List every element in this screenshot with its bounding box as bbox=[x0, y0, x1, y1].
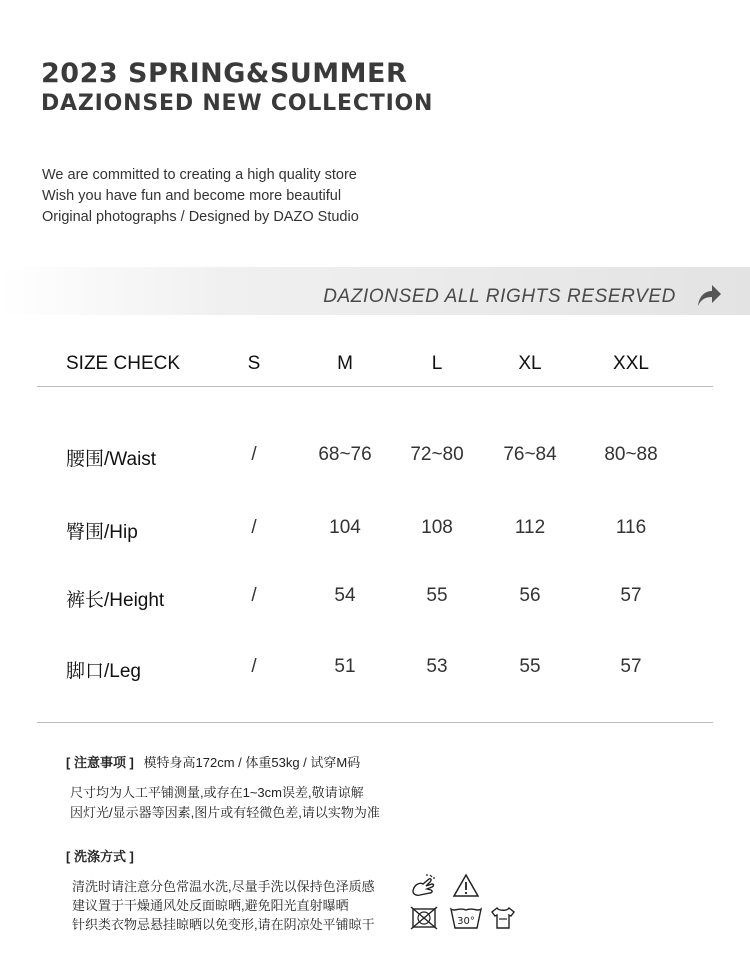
wash-note: 清洗时请注意分色常温水洗,尽量手洗以保持色泽质感 bbox=[72, 879, 375, 894]
intro-line: We are committed to creating a high quality store bbox=[42, 167, 357, 183]
hand-wash-icon bbox=[410, 873, 438, 899]
wash-heading: [ 洗涤方式 ] bbox=[66, 849, 134, 864]
table-row bbox=[0, 444, 750, 474]
cell-xl: 76~84 bbox=[503, 444, 557, 465]
intro-text bbox=[42, 165, 359, 228]
cell-xl: 112 bbox=[514, 517, 546, 538]
warning-triangle-icon bbox=[452, 873, 480, 898]
rights-text: DAZIONSED ALL RIGHTS RESERVED bbox=[323, 286, 676, 307]
wash-note: 建议置于干燥通风处反面晾晒,避免阳光直射曝晒 bbox=[72, 898, 349, 913]
row-label: 臀围/Hip bbox=[66, 522, 138, 543]
intro-line: Wish you have fun and become more beautiful bbox=[42, 188, 342, 204]
table-row bbox=[0, 517, 750, 547]
cell-s: / bbox=[251, 444, 257, 465]
rights-banner bbox=[0, 267, 750, 315]
table-row bbox=[0, 585, 750, 615]
row-label: 腰围/Waist bbox=[66, 449, 157, 470]
cell-xxl: 57 bbox=[620, 656, 642, 677]
size-col-m: M bbox=[337, 353, 353, 374]
model-info: 模特身高172cm / 体重53kg / 试穿M码 bbox=[143, 755, 361, 770]
size-col-xxl: XXL bbox=[613, 353, 649, 374]
wash-note: 针织类衣物忌悬挂晾晒以免变形,请在阴凉处平铺晾干 bbox=[72, 917, 375, 932]
cell-m: 68~76 bbox=[318, 444, 372, 465]
row-label: 脚口/Leg bbox=[66, 661, 141, 682]
dry-flat-icon bbox=[488, 905, 518, 931]
cell-xl: 55 bbox=[519, 656, 541, 677]
cell-m: 54 bbox=[334, 585, 356, 606]
size-header-row bbox=[0, 353, 750, 383]
cell-l: 108 bbox=[421, 517, 453, 538]
size-col-xl: XL bbox=[518, 353, 542, 374]
cell-m: 51 bbox=[334, 656, 356, 677]
no-tumble-dry-icon bbox=[410, 906, 438, 930]
wash-30-icon bbox=[449, 905, 483, 931]
cell-m: 104 bbox=[329, 517, 361, 538]
cell-xl: 56 bbox=[519, 585, 541, 606]
cell-l: 55 bbox=[426, 585, 448, 606]
model-info-line bbox=[66, 752, 360, 771]
share-arrow-icon bbox=[696, 282, 722, 308]
size-check-label: SIZE CHECK bbox=[66, 353, 181, 374]
table-divider-bottom bbox=[37, 722, 713, 723]
collection-title-line2: DAZIONSED NEW COLLECTION bbox=[41, 91, 434, 116]
table-row bbox=[0, 656, 750, 686]
size-col-s: S bbox=[247, 353, 261, 374]
cell-s: / bbox=[251, 585, 257, 606]
size-col-l: L bbox=[431, 353, 443, 374]
collection-title-line1: 2023 SPRING&SUMMER bbox=[41, 58, 408, 89]
cell-l: 72~80 bbox=[410, 444, 464, 465]
notes-heading: [ 注意事项 ] bbox=[66, 755, 134, 770]
wash-temp-label: 30° bbox=[457, 916, 475, 927]
intro-line: Original photographs / Designed by DAZO Studio bbox=[42, 209, 359, 225]
measure-note: 尺寸均为人工平铺测量,或存在1~3cm误差,敬请谅解 bbox=[70, 785, 364, 800]
cell-l: 53 bbox=[426, 656, 448, 677]
cell-s: / bbox=[251, 656, 257, 677]
cell-xxl: 57 bbox=[620, 585, 642, 606]
cell-xxl: 80~88 bbox=[604, 444, 658, 465]
cell-xxl: 116 bbox=[615, 517, 647, 538]
table-divider-top bbox=[37, 386, 713, 387]
row-label: 裤长/Height bbox=[66, 590, 165, 611]
cell-s: / bbox=[251, 517, 257, 538]
measure-note: 因灯光/显示器等因素,图片或有轻微色差,请以实物为准 bbox=[70, 805, 380, 820]
